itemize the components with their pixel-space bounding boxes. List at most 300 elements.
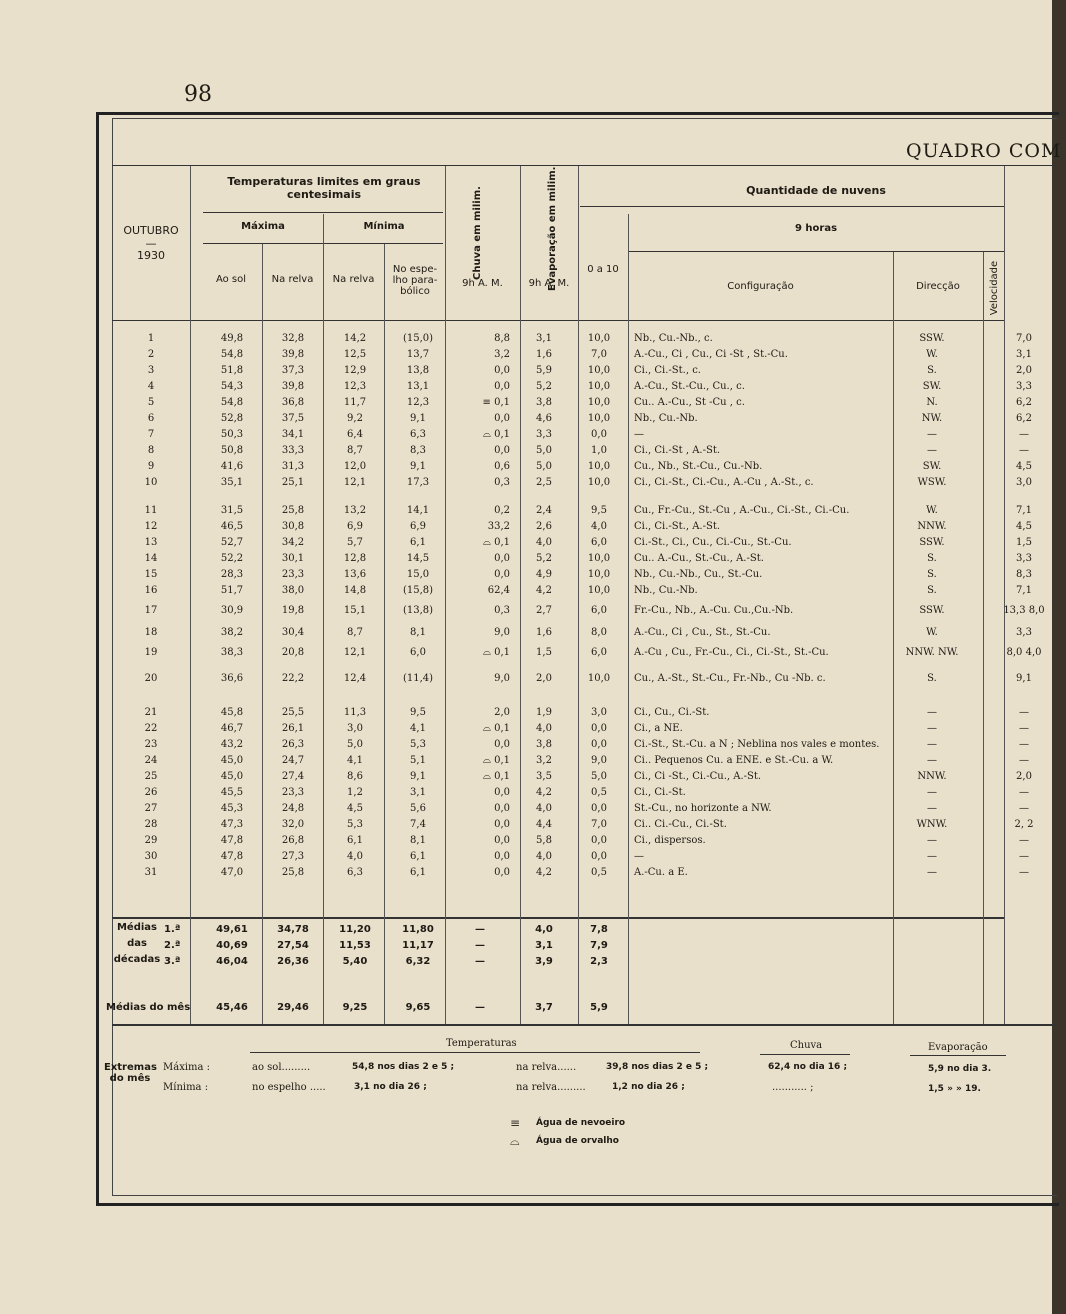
nuvens-cell: 7,9 [590, 940, 608, 951]
espelho-cell: 6,1 [410, 537, 426, 548]
evap-cell: 1,9 [536, 707, 552, 718]
table-row [112, 673, 1056, 689]
direccao-cell: — [927, 723, 937, 734]
direccao-header: Direcção [916, 281, 960, 292]
espelho-cell: 8,3 [410, 445, 426, 456]
minima-relva-cell: 12,3 [343, 381, 367, 392]
ao-sol-cell: 52,8 [220, 413, 244, 424]
minima-header: Mínima [363, 221, 405, 232]
direccao-cell: — [927, 867, 937, 878]
chuva-cell: ≡ 0,1 [482, 397, 510, 408]
ao-sol-cell: 51,7 [220, 585, 244, 596]
direccao-cell: W. [926, 349, 938, 360]
velocidade-cell: — [1019, 739, 1029, 750]
evap-header: Evaporação em milim. [547, 166, 558, 291]
velocidade-cell: 8,0 4,0 [1006, 647, 1042, 658]
na-relva-cell: 25,8 [281, 867, 305, 878]
ao-sol-cell: 50,3 [220, 429, 244, 440]
table-row [112, 647, 1056, 663]
day-cell: 31 [144, 867, 158, 878]
evap-cell: 4,0 [535, 924, 553, 935]
na-relva-cell: 23,3 [281, 787, 305, 798]
evap-cell: 4,0 [536, 803, 552, 814]
chuva-cell: 3,2 [494, 349, 510, 360]
velocidade-cell: 4,5 [1016, 521, 1032, 532]
evap-cell: 4,2 [536, 585, 552, 596]
table-row [112, 819, 1056, 835]
chuva-cell: — [475, 956, 485, 967]
configuracao-cell: A.-Cu., St.-Cu., Cu., c. [634, 381, 745, 392]
configuracao-cell: Cu., Fr.-Cu., St.-Cu , A.-Cu., Ci.-St., Ci.-Cu. [634, 505, 850, 516]
configuracao-cell: Cu., Nb., St.-Cu., Cu.-Nb. [634, 461, 763, 472]
configuracao-cell: Ci., Ci.-St., c. [634, 365, 701, 376]
minima-relva-cell: 13,2 [343, 505, 367, 516]
ao-sol-cell: 40,69 [216, 940, 248, 951]
direccao-cell: WNW. [916, 819, 948, 830]
configuracao-cell: Ci., a NE. [634, 723, 683, 734]
espelho-cell: 9,1 [410, 461, 426, 472]
na-relva-cell: 26,3 [281, 739, 305, 750]
nuvens-cell: 10,0 [587, 365, 611, 376]
velocidade-cell: 6,2 [1016, 413, 1032, 424]
configuracao-cell: Ci.. Ci.-Cu., Ci.-St. [634, 819, 727, 830]
evap-cell: 4,0 [536, 723, 552, 734]
espelho-cell: 14,5 [406, 553, 430, 564]
table-row [112, 553, 1056, 569]
ao-sol-cell: 52,2 [220, 553, 244, 564]
espelho-cell: 11,17 [402, 940, 434, 951]
ao-sol-cell: 43,2 [220, 739, 244, 750]
ao-sol-cell: 46,5 [220, 521, 244, 532]
minima-relva-cell: 12,8 [343, 553, 367, 564]
day-cell: 26 [144, 787, 158, 798]
ao-sol-cell: 49,61 [216, 924, 248, 935]
month-header: OUTUBRO [123, 224, 179, 237]
nuvens-cell: 7,0 [591, 349, 607, 360]
day-cell: 1 [147, 333, 155, 344]
chuva-cell: — [475, 924, 485, 935]
na-relva-cell: 30,4 [281, 627, 305, 638]
ao-sol-cell: 47,8 [220, 835, 244, 846]
medias-end-rule [112, 1024, 1056, 1026]
na-relva-cell: 32,0 [281, 819, 305, 830]
direccao-cell: WSW. [917, 477, 947, 488]
evap-time: 9h A. M. [528, 278, 570, 289]
ao-sol-cell: 38,3 [220, 647, 244, 658]
minima-relva-cell: 15,1 [343, 605, 367, 616]
table-title: QUADRO COM [906, 140, 1062, 162]
espelho-cell: 15,0 [406, 569, 430, 580]
day-cell: 7 [147, 429, 155, 440]
day-cell: 21 [144, 707, 158, 718]
configuracao-cell: Ci., Ci.-St. [634, 787, 686, 798]
configuracao-cell: Cu., A.-St., St.-Cu., Fr.-Nb., Cu -Nb. c. [634, 673, 826, 684]
nuvens-cell: 0,0 [591, 739, 607, 750]
minima-relva-cell: 4,1 [347, 755, 363, 766]
minima-relva-cell: 12,0 [343, 461, 367, 472]
minima-relva-cell: 9,2 [347, 413, 363, 424]
table-row [112, 771, 1056, 787]
day-cell: 29 [144, 835, 158, 846]
media-mes-label: Médias do mês [106, 1002, 191, 1013]
day-cell: 14 [144, 553, 158, 564]
nuvens-cell: 10,0 [587, 569, 611, 580]
na-relva-cell: 27,4 [281, 771, 305, 782]
ao-sol-cell: 45,0 [220, 771, 244, 782]
chuva-cell: 0,0 [494, 569, 510, 580]
nuvens-cell: 6,0 [591, 647, 607, 658]
direccao-cell: — [927, 707, 937, 718]
direccao-cell: SSW. [919, 605, 945, 616]
chuva-cell: ⌓ 0,1 [483, 771, 510, 782]
table-row [112, 477, 1056, 493]
evap-cell: 3,2 [536, 755, 552, 766]
configuracao-cell: Nb., Cu.-Nb., Cu., St.-Cu. [634, 569, 763, 580]
chuva-cell: — [475, 940, 485, 951]
velocidade-cell: 7,0 [1016, 333, 1032, 344]
evap-cell: 3,8 [536, 739, 552, 750]
espelho-cell: (11,4) [402, 673, 434, 684]
table-row [112, 739, 1056, 755]
day-cell: 8 [147, 445, 155, 456]
minima-relva-cell: 12,1 [343, 477, 367, 488]
velocidade-cell: — [1019, 803, 1029, 814]
espelho-cell: 6,1 [410, 851, 426, 862]
espelho-cell: 13,7 [406, 349, 430, 360]
nuvens-cell: 1,0 [591, 445, 607, 456]
direccao-cell: SW. [922, 381, 942, 392]
minima-relva-cell: 8,7 [347, 627, 363, 638]
evap-cell: 4,0 [536, 537, 552, 548]
nuvens-cell: 0,5 [591, 867, 607, 878]
chuva-header: Chuva em milim. [472, 186, 483, 280]
direccao-cell: — [927, 445, 937, 456]
direccao-cell: — [927, 835, 937, 846]
chuva-cell: 0,0 [494, 739, 510, 750]
configuracao-cell: Ci.. Pequenos Cu. a ENE. e St.-Cu. a W. [634, 755, 834, 766]
day-cell: 23 [144, 739, 158, 750]
ao-sol-cell: 47,0 [220, 867, 244, 878]
na-relva-header: Na relva [271, 274, 314, 285]
chuva-cell: 0,0 [494, 819, 510, 830]
minima-relva-cell: 9,25 [342, 1002, 368, 1013]
direccao-cell: — [927, 851, 937, 862]
direccao-cell: S. [927, 585, 937, 596]
velocidade-cell: — [1019, 851, 1029, 862]
chuva-cell: 0,3 [494, 605, 510, 616]
table-row [112, 867, 1056, 883]
evap-cell: 4,0 [536, 851, 552, 862]
velocidade-cell: 9,1 [1016, 673, 1032, 684]
min-relva-label: na relva......... [516, 1082, 586, 1093]
evap-cell: 4,2 [536, 867, 552, 878]
direccao-cell: SSW. [919, 333, 945, 344]
chuva-cell: 9,0 [494, 673, 510, 684]
na-relva-min-header: Na relva [332, 274, 375, 285]
na-relva-cell: 24,7 [281, 755, 305, 766]
day-cell: 6 [147, 413, 155, 424]
ao-sol-cell: 30,9 [220, 605, 244, 616]
ao-sol-cell: 35,1 [220, 477, 244, 488]
na-relva-cell: 34,2 [281, 537, 305, 548]
minima-relva-cell: 4,5 [347, 803, 363, 814]
espelho-cell: 14,1 [406, 505, 430, 516]
espelho-cell: 9,65 [405, 1002, 431, 1013]
configuracao-cell: Nb., Cu.-Nb. [634, 585, 698, 596]
espelho-cell: 9,1 [410, 771, 426, 782]
evap-cell: 4,4 [536, 819, 552, 830]
evap-cell: 3,3 [536, 429, 552, 440]
evap-cell: 3,1 [536, 333, 552, 344]
minima-relva-cell: 3,0 [347, 723, 363, 734]
espelho-cell: 6,3 [410, 429, 426, 440]
espelho-cell: 13,1 [406, 381, 430, 392]
velocidade-cell: 4,5 [1016, 461, 1032, 472]
day-cell: 17 [144, 605, 158, 616]
min-relva-value: 1,2 no dia 26 ; [612, 1082, 685, 1092]
footer-evaporacao: Evaporação [928, 1042, 988, 1053]
evap-cell: 4,9 [536, 569, 552, 580]
velocidade-cell: 7,1 [1016, 505, 1032, 516]
decada-key: 1.ª [164, 924, 181, 935]
minima-relva-cell: 13,6 [343, 569, 367, 580]
chuva-cell: ⌓ 0,1 [483, 647, 510, 658]
minima-relva-cell: 6,4 [347, 429, 363, 440]
chuva-cell: 0,0 [494, 787, 510, 798]
chuva-time: 9h A. M. [462, 278, 503, 289]
evap-cell: 2,0 [536, 673, 552, 684]
nuvens-cell: 8,0 [591, 627, 607, 638]
ao-sol-cell: 28,3 [220, 569, 244, 580]
nuvens-cell: 0,0 [591, 429, 607, 440]
footer-rule [760, 1054, 850, 1055]
table-row [112, 851, 1056, 867]
nuvens-cell: 0,0 [591, 851, 607, 862]
nuvens-cell: 6,0 [591, 537, 607, 548]
na-relva-cell: 34,78 [277, 924, 309, 935]
table-row [112, 787, 1056, 803]
min-espelho-label: no espelho ..... [252, 1082, 326, 1093]
configuracao-cell: Ci., Ci -St., Ci.-Cu., A.-St. [634, 771, 762, 782]
table-row [112, 585, 1056, 601]
table-row [112, 605, 1056, 621]
espelho-cell: 9,1 [410, 413, 426, 424]
day-cell: 15 [144, 569, 158, 580]
max-relva-label: na relva...... [516, 1062, 577, 1073]
nuvens-cell: 2,3 [590, 956, 608, 967]
evap-cell: 4,2 [536, 787, 552, 798]
na-relva-cell: 26,1 [281, 723, 305, 734]
medias-label: décadas [113, 954, 161, 965]
ao-sol-cell: 38,2 [220, 627, 244, 638]
table-row [112, 365, 1056, 381]
page-number: 98 [184, 82, 212, 107]
ao-sol-cell: 47,3 [220, 819, 244, 830]
minima-relva-cell: 8,7 [347, 445, 363, 456]
nuvens-cell: 3,0 [591, 707, 607, 718]
temp-group-header: Temperaturas limites em graus centesimais [227, 175, 421, 201]
table-row [112, 397, 1056, 413]
direccao-cell: — [927, 755, 937, 766]
horas-rule [628, 251, 1004, 252]
velocidade-cell: 2, 2 [1014, 819, 1034, 830]
ao-sol-cell: 45,5 [220, 787, 244, 798]
ao-sol-cell: 46,7 [220, 723, 244, 734]
nuvens-cell: 10,0 [587, 461, 611, 472]
minima-relva-cell: 11,3 [343, 707, 367, 718]
ao-sol-cell: 41,6 [220, 461, 244, 472]
configuracao-cell: A.-Cu., Ci , Cu., Ci -St , St.-Cu. [634, 349, 788, 360]
velocidade-cell: 3,1 [1016, 349, 1032, 360]
ao-sol-cell: 31,5 [220, 505, 244, 516]
direccao-cell: — [927, 787, 937, 798]
evap-cell: 5,8 [536, 835, 552, 846]
table-row [112, 755, 1056, 771]
footer-rule [250, 1052, 700, 1053]
nuvens-cell: 10,0 [587, 673, 611, 684]
day-cell: 4 [147, 381, 155, 392]
espelho-cell: 12,3 [406, 397, 430, 408]
direccao-cell: NW. [921, 413, 943, 424]
chuva-cell: 0,6 [494, 461, 510, 472]
table-row [112, 803, 1056, 819]
ao-sol-header: Ao sol [215, 274, 247, 285]
minima-relva-cell: 11,53 [339, 940, 371, 951]
minima-relva-cell: 8,6 [347, 771, 363, 782]
espelho-cell: 5,1 [410, 755, 426, 766]
chuva-cell: ⌓ 0,1 [483, 723, 510, 734]
horas-header: 9 horas [794, 223, 838, 234]
chuva-cell: 9,0 [494, 627, 510, 638]
chuva-cell: ⌓ 0,1 [483, 429, 510, 440]
velocidade-cell: — [1019, 787, 1029, 798]
nuvens-cell: 7,0 [591, 819, 607, 830]
espelho-cell: (13,8) [402, 605, 434, 616]
temp-group-rule [203, 212, 443, 213]
chuva-cell: 0,0 [494, 867, 510, 878]
day-cell: 3 [147, 365, 155, 376]
configuracao-cell: Ci., Ci.-St , A.-St. [634, 445, 721, 456]
direccao-cell: S. [927, 553, 937, 564]
configuracao-cell: — [634, 429, 644, 440]
minima-relva-cell: 5,3 [347, 819, 363, 830]
minima-relva-cell: 12,1 [343, 647, 367, 658]
na-relva-cell: 30,1 [281, 553, 305, 564]
header-rule [112, 320, 1004, 321]
evap-cell: 4,6 [536, 413, 552, 424]
velocidade-cell: — [1019, 867, 1029, 878]
ao-sol-cell: 51,8 [220, 365, 244, 376]
na-relva-cell: 23,3 [281, 569, 305, 580]
minima-relva-cell: 5,0 [347, 739, 363, 750]
na-relva-cell: 34,1 [281, 429, 305, 440]
min-evap-value: 1,5 » » 19. [928, 1084, 981, 1094]
chuva-cell: ⌓ 0,1 [483, 755, 510, 766]
nuvens-cell: 0,5 [591, 787, 607, 798]
espelho-cell: 6,9 [410, 521, 426, 532]
espelho-cell: 9,5 [410, 707, 426, 718]
chuva-cell: ⌓ 0,1 [483, 537, 510, 548]
na-relva-cell: 26,36 [277, 956, 309, 967]
velocidade-cell: 3,3 [1016, 553, 1032, 564]
espelho-cell: 6,0 [410, 647, 426, 658]
na-relva-cell: 37,5 [281, 413, 305, 424]
evap-cell: 5,9 [536, 365, 552, 376]
configuracao-cell: Nb., Cu.-Nb. [634, 413, 698, 424]
chuva-cell: 0,0 [494, 365, 510, 376]
chuva-cell: 8,8 [494, 333, 510, 344]
minima-relva-cell: 5,40 [342, 956, 368, 967]
evap-cell: 3,5 [536, 771, 552, 782]
na-relva-cell: 36,8 [281, 397, 305, 408]
velocidade-cell: 1,5 [1016, 537, 1032, 548]
minima-relva-cell: 14,2 [343, 333, 367, 344]
nuvens-cell: 9,5 [591, 505, 607, 516]
ao-sol-cell: 46,04 [216, 956, 248, 967]
chuva-cell: 62,4 [487, 585, 510, 596]
evap-cell: 2,5 [536, 477, 552, 488]
minima-relva-cell: 1,2 [347, 787, 363, 798]
table-row [112, 569, 1056, 585]
espelho-cell: 11,80 [402, 924, 434, 935]
configuracao-cell: Fr.-Cu., Nb., A.-Cu. Cu.,Cu.-Nb. [634, 605, 794, 616]
nuvens-cell: 6,0 [591, 605, 607, 616]
configuracao-cell: A.-Cu., Ci , Cu., St., St.-Cu. [634, 627, 771, 638]
espelho-cell: 3,1 [410, 787, 426, 798]
espelho-cell: (15,0) [402, 333, 434, 344]
footer-maxima: Máxima : [163, 1062, 211, 1073]
velocidade-cell: 7,1 [1016, 585, 1032, 596]
velocidade-cell: — [1019, 445, 1029, 456]
chuva-cell: 0,0 [494, 553, 510, 564]
velocidade-cell: — [1019, 755, 1029, 766]
legend-nevoeiro: Água de nevoeiro [536, 1118, 626, 1128]
na-relva-cell: 38,0 [281, 585, 305, 596]
na-relva-cell: 20,8 [281, 647, 305, 658]
evap-cell: 3,8 [536, 397, 552, 408]
fog-symbol-icon: ≡ [510, 1116, 521, 1130]
footer-extremas: Extremas do mês [104, 1062, 157, 1084]
minima-relva-cell: 12,4 [343, 673, 367, 684]
evap-cell: 5,2 [536, 553, 552, 564]
evap-cell: 5,2 [536, 381, 552, 392]
chuva-cell: 0,2 [494, 505, 510, 516]
direccao-cell: S. [927, 673, 937, 684]
evap-cell: 1,6 [536, 627, 552, 638]
ao-sol-cell: 54,8 [220, 397, 244, 408]
nuvens-header: Quantidade de nuvens [746, 184, 886, 197]
table-row [112, 723, 1056, 739]
chuva-cell: — [475, 1002, 485, 1013]
evap-cell: 1,5 [536, 647, 552, 658]
footer-temperaturas: Temperaturas [446, 1038, 517, 1049]
day-cell: 5 [147, 397, 155, 408]
velocidade-cell: — [1019, 835, 1029, 846]
direccao-cell: N. [926, 397, 938, 408]
table-row [112, 521, 1056, 537]
na-relva-cell: 31,3 [281, 461, 305, 472]
espelho-cell: 17,3 [406, 477, 430, 488]
day-cell: 9 [147, 461, 155, 472]
espelho-cell: 4,1 [410, 723, 426, 734]
table-row [112, 505, 1056, 521]
minima-relva-cell: 11,20 [339, 924, 371, 935]
day-cell: 20 [144, 673, 158, 684]
velocidade-cell: 3,0 [1016, 477, 1032, 488]
velocidade-cell: 6,2 [1016, 397, 1032, 408]
configuracao-cell: Nb., Cu.-Nb., c. [634, 333, 713, 344]
day-cell: 18 [144, 627, 158, 638]
